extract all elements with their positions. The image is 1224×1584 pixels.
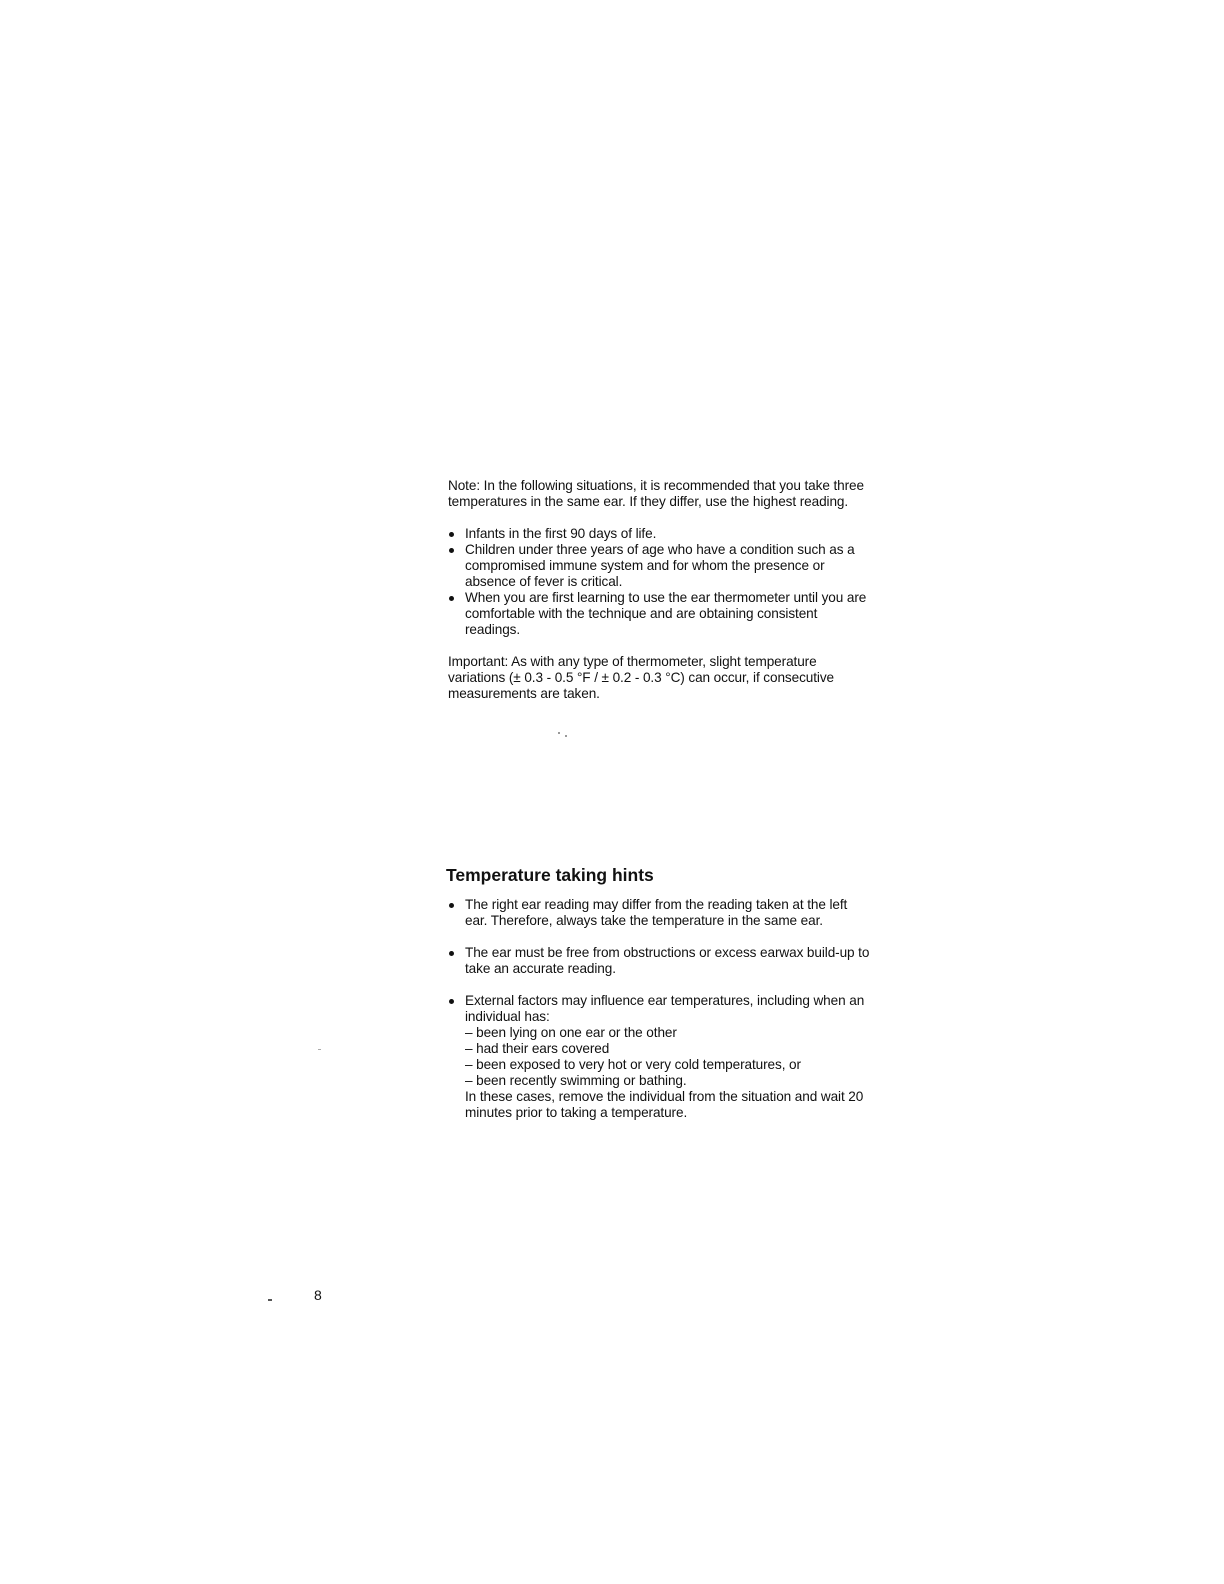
note-intro: Note: In the following situations, it is recommended that you take three temperatures in the same ear. If they differ, use the highest reading. bbox=[448, 478, 864, 509]
note-section bbox=[448, 478, 868, 702]
list-item: The right ear reading may differ from the reading taken at the left ear. Therefore, always take the temperature in the same ear. bbox=[448, 897, 873, 929]
list-item: When you are first learning to use the ear thermometer until you are comfortable with the technique and are obtaining consistent readings. bbox=[448, 590, 868, 638]
section-heading: Temperature taking hints bbox=[446, 865, 654, 885]
hint-lead-text: External factors may influence ear temperatures, including when an individual has: bbox=[465, 993, 865, 1024]
scan-speck bbox=[558, 732, 560, 734]
hints-section bbox=[448, 897, 873, 1137]
page-number: 8 bbox=[314, 1287, 322, 1303]
scan-speck bbox=[565, 735, 567, 737]
hints-list bbox=[448, 897, 873, 1121]
list-item: The ear must be free from obstructions or excess earwax build-up to take an accurate reading. bbox=[448, 945, 873, 977]
list-item bbox=[448, 993, 873, 1121]
important-note: Important: As with any type of thermometer, slight temperature variations (± 0.3 - 0.5 °F / ± 0.2 - 0.3 °C) can occur, if consecutive measurements are taken. bbox=[448, 654, 834, 701]
list-item: Infants in the first 90 days of life. bbox=[448, 526, 868, 542]
note-list bbox=[448, 526, 868, 638]
hint-sub-item: – been exposed to very hot or very cold temperatures, or bbox=[465, 1057, 801, 1072]
hint-sub-item: – been lying on one ear or the other bbox=[465, 1025, 677, 1040]
scan-speck bbox=[268, 1299, 272, 1301]
scan-speck bbox=[318, 1049, 321, 1050]
hint-sub-item: – had their ears covered bbox=[465, 1041, 610, 1056]
hint-closing-text: In these cases, remove the individual from the situation and wait 20 minutes prior to taking a temperature. bbox=[465, 1089, 864, 1120]
list-item: Children under three years of age who have a condition such as a compromised immune system and for whom the presence or absence of fever is critical. bbox=[448, 542, 868, 590]
hint-sub-item: – been recently swimming or bathing. bbox=[465, 1073, 687, 1088]
